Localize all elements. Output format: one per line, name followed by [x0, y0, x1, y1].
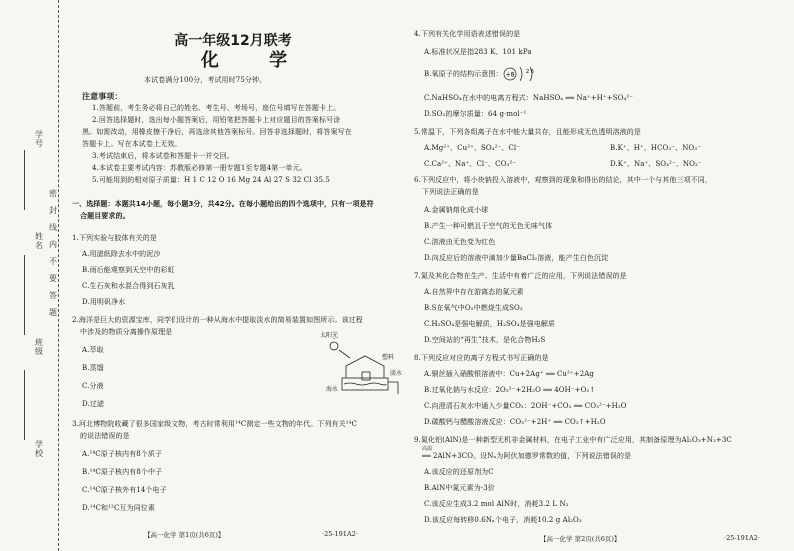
q8-option-d: D.碳酸钙与醋酸溶液反应：CO₃²⁻+2H⁺ ══ CO₂↑+H₂O	[424, 418, 606, 426]
class-line	[24, 255, 25, 335]
section-1-heading-cont: 合题目要求的。	[80, 212, 130, 220]
q2-option-b: B.蒸馏	[82, 364, 104, 372]
collection-cup	[362, 372, 370, 380]
name-line	[24, 150, 25, 210]
q2-stem: 2.海洋是巨大的资源宝库，同学们设计的一种从海水中提取淡水的简易装置如图所示。该过程	[72, 316, 363, 324]
q2-stem-cont: 中涉及的物质分离操作原理是	[80, 328, 173, 336]
exam-title: 高一年级12月联考	[174, 33, 292, 49]
q9-option-c: C.该反应生成3.2 mol AlN时，消耗3.2 L N₂	[424, 500, 569, 508]
label-sunlight: 太阳光	[320, 332, 339, 339]
q9-option-d: D.该反应每转移0.6Nₐ个电子，消耗10.2 g Al₂O₃	[424, 516, 582, 524]
q3-option-c: C.¹⁴C原子核外有14个电子	[82, 486, 167, 494]
q3-stem: 3.河北博物院收藏了很多国家级文物，考古时常利用¹⁴C测定一些文物的年代。下列有关¹⁴C	[72, 420, 358, 428]
margin-label-school: 学校	[35, 440, 43, 458]
section-1-heading: 一、选择题：本题共14小题，每小题3分，共42分。在每小题给出的四个选项中，只有一项是符	[72, 200, 374, 208]
q3-option-d: D.¹⁴C和¹²C互为同位素	[82, 504, 155, 512]
q7-option-d: D.空间站的“再生”技术，是化合物H₂S	[424, 336, 546, 344]
page-1-footer: 【高一化学 第1页(共6页)】	[144, 531, 225, 539]
q7-option-c: C.H₂SO₄是强电解质，H₂SO₄是强电解质	[424, 320, 556, 328]
q1-option-c: C.生石灰和水混合得到石灰乳	[82, 282, 175, 290]
school-line	[24, 370, 25, 440]
sun-icon	[330, 342, 338, 350]
label-freshwater: 淡水	[390, 370, 403, 377]
atom-nucleus: +8	[505, 71, 515, 79]
notice-2-end: 答题卡上。写在本试卷上无效。	[82, 140, 182, 148]
q3-option-a: A.¹⁴C原子核内有8个质子	[82, 450, 163, 458]
binding-margin	[0, 0, 59, 551]
q8-stem: 8.下列反应对应的离子方程式书写正确的是	[414, 354, 549, 362]
q6-option-a: A.金属钠熔化成小球	[424, 206, 489, 214]
q4-option-a: A.标准状况是指283 K、101 kPa	[424, 48, 532, 56]
q8-option-b: B.过氧化钠与水反应：2O₂²⁻+2H₂O ══ 4OH⁻+O₂↑	[424, 386, 596, 394]
margin-label-id: 学号	[35, 130, 43, 148]
page-2-code: ·25-191A2·	[724, 534, 760, 542]
q6-option-c: C.溶液由无色变为红色	[424, 238, 496, 246]
oxygen-atom-diagram	[502, 64, 548, 84]
q9-stem: 9.氮化铝(AlN)是一种新型无机非金属材料，在电子工业中有广泛应用，其制备原理为Al₂O₃+N₂+3C	[414, 436, 732, 444]
q3-stem-cont: 的说法错误的是	[80, 432, 130, 440]
q5-option-b: B.K⁺、H⁺、HCO₃⁻、NO₃⁻	[610, 144, 701, 152]
exam-intro: 本试卷满分100分，考试用时75分钟。	[144, 76, 267, 84]
q5-option-c: C.Ca²⁺、Na⁺、Cl⁻、CO₃²⁻	[424, 160, 517, 168]
atom-shell-electrons: 2 6	[526, 69, 534, 75]
q4-option-c: C.NaHSO₄在水中的电离方程式：NaHSO₄ ══ Na⁺+H⁺+SO₄²⁻	[424, 94, 634, 102]
q1-stem: 1.下列实验与胶体有关的是	[72, 234, 157, 242]
q9-reaction-condition: 高温	[422, 446, 433, 452]
q7-option-b: B.S在氧气中O₂中燃烧生成SO₃	[424, 304, 523, 312]
q7-stem: 7.氮及其化合物在生产、生活中有着广泛的应用，下列说法错误的是	[414, 272, 627, 280]
label-plastic: 塑料	[382, 354, 395, 361]
page-2-footer: 【高一化学 第2页(共6页)】	[540, 535, 621, 543]
page-1-code: ·25-191A2·	[322, 530, 358, 538]
q7-option-a: A.自然界中存在游离态的氮元素	[424, 288, 524, 296]
outlet-tube	[388, 382, 398, 394]
q6-option-b: B.产生一种可燃且于空气的无色无味气体	[424, 222, 553, 230]
q4-option-b: B.氧原子的结构示意图：	[424, 70, 503, 78]
q6-stem-cont: 下列说法正确的是	[422, 188, 479, 196]
q1-option-d: D.用明矾净水	[82, 298, 126, 306]
page-2	[414, 0, 786, 551]
notice-3: 3.考试结束后，将本试卷和答题卡一并交回。	[92, 152, 234, 160]
notice-4: 4.本试卷主要考试内容：苏教版必修第一册专题1至专题4第一单元。	[92, 164, 307, 172]
q9-option-a: A.该反应的还原剂为C	[424, 468, 494, 476]
margin-label-name: 姓名	[35, 232, 43, 250]
notice-2: 2.回答选择题时，选出每小题答案后，用铅笔把答题卡上对应题目的答案标号涂	[92, 116, 341, 124]
q3-option-b: B.¹⁴C原子核内有8个中子	[82, 468, 163, 476]
q5-option-d: D.K⁺、Na⁺、SO₄²⁻、NO₃⁻	[610, 160, 702, 168]
q4-option-d: D.SO₂的摩尔质量：64 g·mol⁻¹	[424, 110, 527, 118]
q6-stem: 6.下列反应中，将小块钠投入溶液中，观察到的现象和得出的结论，其中一个与其他三项不同，	[414, 176, 712, 184]
notice-1: 1.答题前，考生务必将自己的姓名、考生号、考场号、座位号填写在答题卡上。	[92, 104, 341, 112]
q2-option-d: D.过滤	[82, 400, 104, 408]
q1-option-b: B.雨后能观察到天空中的彩虹	[82, 266, 175, 274]
q2-option-c: C.分液	[82, 382, 104, 390]
q9-option-b: B.AlN中氮元素为-3价	[424, 484, 495, 492]
q6-option-d: D.向反应后的溶液中滴加少量BaCl₂溶液，能产生白色沉淀	[424, 254, 609, 262]
notice-2-cont: 黑。如需改动，用橡皮擦干净后，再选涂其他答案标号。回答非选择题时，将答案写在	[82, 128, 352, 136]
q8-option-a: A.铜丝插入硝酸银溶液中：Cu+2Ag⁺ ══ Cu²⁺+2Ag	[424, 370, 594, 378]
q5-option-a: A.Mg²⁺、Cu²⁺、SO₄²⁻、Cl⁻	[424, 144, 521, 152]
subject-title: 化 学	[200, 50, 310, 71]
seal-line-text: 密 封 线 内 不 要 答 题	[49, 189, 57, 317]
q1-option-a: A.用滤纸除去水中的泥沙	[82, 250, 161, 258]
q4-stem: 4.下列有关化学用语表述错误的是	[414, 30, 521, 38]
label-seawater: 海水	[326, 386, 339, 393]
q9-stem-cont: ══ 2AlN+3CO。设Nₐ为阿伏加德罗常数的值，下列说法错误的是	[422, 452, 632, 460]
margin-label-class: 班级	[35, 338, 43, 356]
plastic-cover	[346, 356, 384, 378]
q8-option-c: C.向澄清石灰水中通入少量CO₂：2OH⁻+CO₂ ══ CO₃²⁻+H₂O	[424, 402, 627, 410]
q2-option-a: A.萃取	[82, 346, 104, 354]
notice-5: 5.可能用到的相对原子质量：H 1 C 12 O 16 Mg 24 Al 27 S 32 Cl 35.5	[92, 176, 330, 184]
desalination-apparatus-figure	[320, 332, 404, 398]
page-1	[64, 0, 402, 551]
notice-heading: 注意事项：	[82, 92, 123, 101]
q5-stem: 5.常温下，下列各组离子在水中能大量共存，且能形成无色透明溶液的是	[414, 128, 641, 136]
